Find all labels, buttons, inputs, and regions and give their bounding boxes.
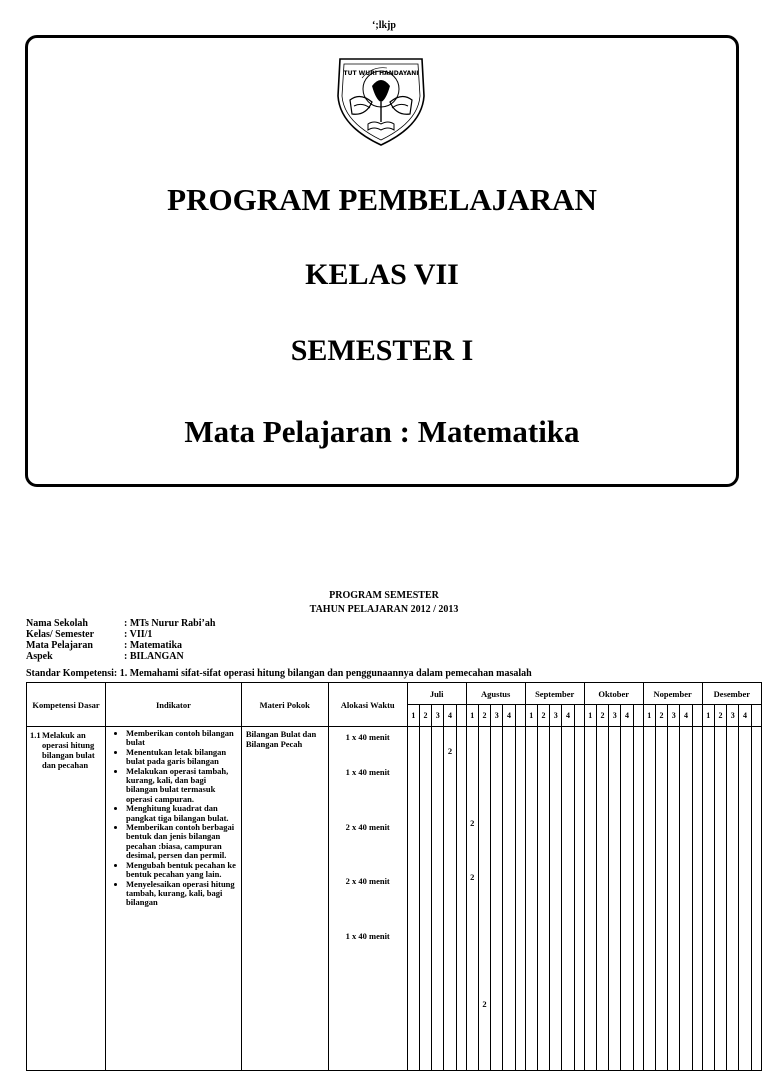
week-header: 2 xyxy=(596,705,608,727)
week-header: 1 xyxy=(584,705,596,727)
alokasi-item: 1 x 40 menit xyxy=(345,767,390,777)
week-header: 3 xyxy=(668,705,680,727)
meta-key: Mata Pelajaran xyxy=(26,640,93,651)
meta-value: : BILANGAN xyxy=(124,651,184,662)
header-kompetensi-dasar: Kompetensi Dasar xyxy=(27,683,106,727)
week-header: 2 xyxy=(478,705,490,727)
week-spacer xyxy=(692,705,702,727)
week-cell xyxy=(702,727,714,1071)
week-cell xyxy=(419,727,431,1071)
meta-key: Kelas/ Semester xyxy=(26,629,95,640)
week-cell xyxy=(503,727,515,1071)
week-spacer xyxy=(515,705,525,727)
week-header: 2 xyxy=(419,705,431,727)
indikator-cell xyxy=(106,727,242,1071)
meta-key: Aspek xyxy=(26,651,53,662)
meta-row-school xyxy=(26,618,215,629)
alokasi-item: 2 x 40 menit xyxy=(345,876,390,886)
month-header: Oktober xyxy=(584,683,643,705)
alokasi-cell xyxy=(328,727,407,1071)
standar-kompetensi: Standar Kompetensi: 1. Memahami sifat-sifat operasi hitung bilangan dan penggunaannya dalam pemecahan masalah xyxy=(26,668,532,679)
program-title: PROGRAM SEMESTER xyxy=(329,590,439,601)
kd-cell xyxy=(27,727,106,1071)
header-indikator: Indikator xyxy=(106,683,242,727)
cover-subject: Mata Pelajaran : Matematika xyxy=(184,414,580,449)
week-spacer xyxy=(633,705,643,727)
program-year: TAHUN PELAJARAN 2012 / 2013 xyxy=(309,604,459,615)
meta-value: : Matematika xyxy=(124,640,183,651)
week-spacer-cell xyxy=(515,727,525,1071)
week-header: 4 xyxy=(562,705,574,727)
week-spacer-cell xyxy=(692,727,702,1071)
header-materi-pokok: Materi Pokok xyxy=(241,683,328,727)
week-cell xyxy=(432,727,444,1071)
alokasi-item: 1 x 40 menit xyxy=(345,732,390,742)
cover-title: PROGRAM PEMBELAJARAN xyxy=(167,182,597,217)
week-spacer-cell xyxy=(751,727,761,1071)
month-header: Nopember xyxy=(643,683,702,705)
kd-number: 1.1 xyxy=(30,730,41,740)
week-cell xyxy=(550,727,562,1071)
meta-row-aspect xyxy=(26,651,215,662)
week-header: 2 xyxy=(537,705,549,727)
week-header: 1 xyxy=(466,705,478,727)
emblem-text: TUT WURI HANDAYANI xyxy=(343,70,419,77)
week-cell xyxy=(562,727,574,1071)
header-alokasi-waktu: Alokasi Waktu xyxy=(328,683,407,727)
week-cell xyxy=(407,727,419,1071)
month-header: Juli xyxy=(407,683,466,705)
week-cell xyxy=(609,727,621,1071)
indikator-item: • Menentukan letak bilangan bulat pada garis bilangan xyxy=(126,748,239,767)
week-cell xyxy=(739,727,751,1071)
week-header: 1 xyxy=(702,705,714,727)
month-header: Desember xyxy=(702,683,761,705)
week-header: 4 xyxy=(503,705,515,727)
week-spacer-cell xyxy=(456,727,466,1071)
week-spacer-cell xyxy=(574,727,584,1071)
week-value: 2 xyxy=(482,999,487,1009)
materi-cell: Bilangan Bulat dan Bilangan Pecah xyxy=(241,727,328,1071)
week-cell xyxy=(537,727,549,1071)
semester-program-table xyxy=(26,682,762,1071)
indikator-item: • Menghitung kuadrat dan pangkat tiga bilangan bulat. xyxy=(126,804,239,823)
cover-box xyxy=(25,35,739,487)
week-cell xyxy=(444,727,456,1071)
tut-wuri-handayani-emblem-icon xyxy=(332,56,430,148)
meta-key: Nama Sekolah xyxy=(26,618,88,629)
cover-kelas: KELAS VII xyxy=(305,258,459,291)
week-cell xyxy=(491,727,503,1071)
week-header: 4 xyxy=(444,705,456,727)
week-cell xyxy=(643,727,655,1071)
week-spacer xyxy=(574,705,584,727)
indikator-item: • Memberikan contoh berbagai bentuk dan jenis bilangan pecahan :biasa, campuran desimal, persen dan permil. xyxy=(126,823,239,861)
indikator-item: • Memberikan contoh bilangan bulat xyxy=(126,729,239,748)
week-cell xyxy=(596,727,608,1071)
month-header: September xyxy=(525,683,584,705)
week-header: 3 xyxy=(550,705,562,727)
week-spacer xyxy=(751,705,761,727)
indikator-item: • Menyelesaikan operasi hitung tambah, kurang, kali, bagi bilangan xyxy=(126,880,239,908)
week-cell xyxy=(525,727,537,1071)
week-cell xyxy=(584,727,596,1071)
week-header: 2 xyxy=(655,705,667,727)
week-header: 4 xyxy=(680,705,692,727)
week-header: 1 xyxy=(407,705,419,727)
week-cell xyxy=(680,727,692,1071)
alokasi-item: 1 x 40 menit xyxy=(345,931,390,941)
identity-block xyxy=(26,618,215,662)
indikator-item: • Mengubah bentuk pecahan ke bentuk pecahan yang lain. xyxy=(126,861,239,880)
alokasi-item: 2 x 40 menit xyxy=(345,822,390,832)
cover-semester: SEMESTER I xyxy=(290,334,474,367)
week-header: 1 xyxy=(525,705,537,727)
week-header: 3 xyxy=(432,705,444,727)
week-header: 4 xyxy=(739,705,751,727)
week-header: 3 xyxy=(609,705,621,727)
meta-row-subject xyxy=(26,640,215,651)
header-text: ‘;lkjp xyxy=(372,20,396,31)
indikator-item: • Melakukan operasi tambah, kurang, kali, dan bagi bilangan bulat termasuk operasi campuran. xyxy=(126,767,239,805)
week-cell xyxy=(714,727,726,1071)
week-header: 3 xyxy=(727,705,739,727)
week-cell xyxy=(668,727,680,1071)
week-header: 1 xyxy=(643,705,655,727)
week-cell xyxy=(478,727,490,1071)
week-value: 2 xyxy=(447,746,453,756)
week-cell xyxy=(621,727,633,1071)
meta-row-class xyxy=(26,629,215,640)
week-spacer xyxy=(456,705,466,727)
week-header: 2 xyxy=(714,705,726,727)
meta-value: : MTs Nurur Rabi’ah xyxy=(124,618,216,629)
week-header: 4 xyxy=(621,705,633,727)
week-spacer-cell xyxy=(633,727,643,1071)
kd-text: Melakuk an operasi hitung bilangan bulat dan pecahan xyxy=(42,730,95,770)
meta-value: : VII/1 xyxy=(124,629,153,640)
month-header: Agustus xyxy=(466,683,525,705)
week-cell xyxy=(466,727,478,1071)
week-value: 2 xyxy=(470,872,475,882)
indikator-list xyxy=(110,729,239,908)
week-header: 3 xyxy=(491,705,503,727)
table-row xyxy=(27,727,762,1071)
week-cell xyxy=(655,727,667,1071)
week-cell xyxy=(727,727,739,1071)
week-value: 2 xyxy=(470,818,475,828)
